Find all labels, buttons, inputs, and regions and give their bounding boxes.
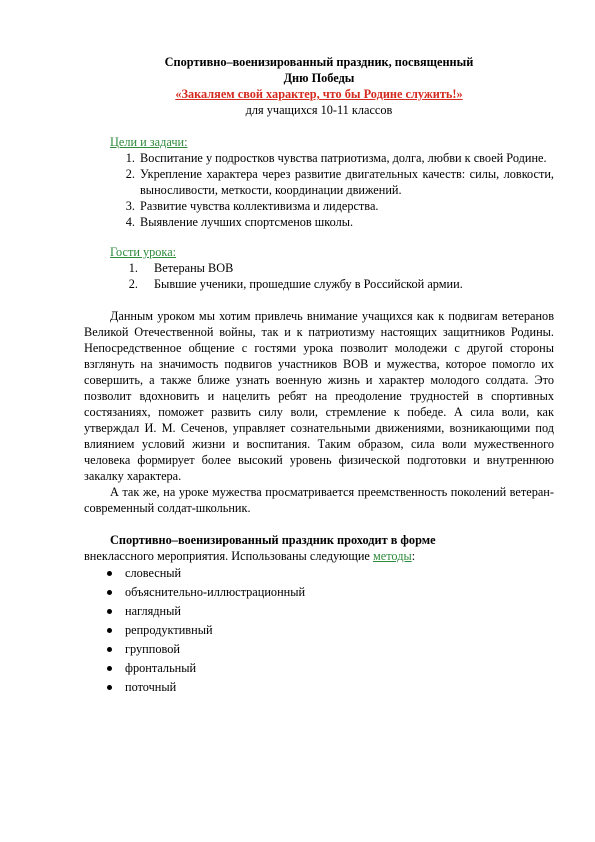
body-paragraph-2: А так же, на уроке мужества просматривается преемственность поколений ветеран-современный солдат-школьник. [84,485,554,515]
method-item: словесный [84,564,554,583]
goals-heading: Цели и задачи: [110,135,188,149]
body-paragraph-1: Данным уроком мы хотим привлечь внимание учащихся как к подвигам ветеранов Великой Отечественной войны, так и к патриотизму настоящих защитников Родины. Непосредственное общение с гостями урока позволит молодежи с другой стороны взглянуть на значимость подвигов участников ВОВ и мужества, которое помогло их совершить, а также ближе узнать военную жизнь и характер молодого солдата. Это позволит вдохновить и нацелить ребят на преодоление трудностей в спортивных состязаниях, поможет развить силу воли, стремление к победе. А сила воли, как утверждал И. М. Сеченов, управляет сознательными движениями, возникающими под влиянием условий жизни и воспитания. Таким образом, сила воли мужественного человека формирует более высокий уровень физической подготовки и внутреннюю закалку характера. [84,309,554,483]
guests-list [84,260,554,292]
document-header [84,54,554,118]
bullet-icon [107,571,112,576]
slogan: «Закаляем свой характер, что бы Родине служить!» [175,87,463,101]
methods-list [84,564,554,697]
audience: для учащихся 10-11 классов [245,103,393,117]
title-line-2: Дню Победы [283,71,355,85]
bullet-icon [107,590,112,595]
bullet-icon [107,628,112,633]
goal-item: 3. Развитие чувства коллективизма и лидерства. [138,198,554,214]
bullet-icon [107,685,112,690]
guest-item: 2. Бывшие ученики, прошедшие службу в Российской армии. [128,277,463,291]
methods-link[interactable]: методы [372,549,412,563]
method-item: фронтальный [84,659,554,678]
document-page [84,54,554,697]
goal-item: 1. Воспитание у подростков чувства патриотизма, долга, любви к своей Родине. [138,150,554,166]
bullet-icon [107,609,112,614]
guest-item: 1. Ветераны ВОВ [128,261,234,275]
methods-intro: Спортивно–военизированный праздник проходит в форме внеклассного мероприятия. Использованы следующие методы: [84,533,436,563]
method-item: групповой [84,640,554,659]
method-item: наглядный [84,602,554,621]
goal-item: 2. Укрепление характера через развитие двигательных качеств: силы, ловкости, выносливости, меткости, координации движений. [138,166,554,198]
method-item: репродуктивный [84,621,554,640]
bullet-icon [107,666,112,671]
method-item: объяснительно-иллюстрационный [84,583,554,602]
title-line-1: Спортивно–военизированный праздник, посвященный [164,55,474,69]
method-item: поточный [84,678,554,697]
bullet-icon [107,647,112,652]
goals-list [84,150,554,230]
guests-heading: Гости урока: [110,245,177,259]
goal-item: 4. Выявление лучших спортсменов школы. [138,214,554,230]
